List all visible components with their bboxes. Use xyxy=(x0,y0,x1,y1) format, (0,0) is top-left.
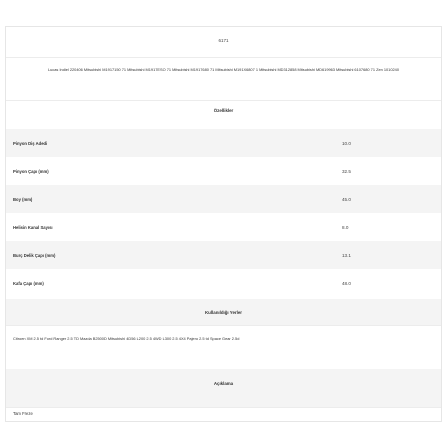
spec-value: 32.5 xyxy=(342,169,351,174)
spec-row xyxy=(6,241,441,269)
usage-title: Kullanıldığı Yerler xyxy=(204,310,242,315)
description-title: Açıklama xyxy=(213,381,234,386)
divider xyxy=(6,57,441,58)
spec-label: Boy (mm) xyxy=(13,197,33,202)
spec-label: Kafa Çapı (mm) xyxy=(13,281,44,286)
spec-row xyxy=(6,213,441,241)
spec-row xyxy=(6,269,441,297)
divider xyxy=(6,407,441,408)
spec-value: 13.1 xyxy=(342,253,351,258)
description-header-row xyxy=(6,369,441,407)
description-text: Tam Freze xyxy=(13,411,33,416)
usage-header-row xyxy=(6,299,441,325)
spec-label: Pinyon Çapı (mm) xyxy=(13,169,49,174)
spec-value: 45.0 xyxy=(342,197,351,202)
spec-label: Pinyon Diş Adedi xyxy=(13,141,48,146)
spec-row xyxy=(6,185,441,213)
specs-header-row xyxy=(6,101,441,119)
spec-row xyxy=(6,129,441,157)
specs-title: Özellikler xyxy=(213,108,234,113)
spec-label: Burç Delik Çapı (mm) xyxy=(13,253,56,258)
spec-table-frame xyxy=(5,26,442,422)
product-code: 6171 xyxy=(218,38,229,43)
spec-value: 8.0 xyxy=(342,225,349,230)
spec-value: 10.0 xyxy=(342,141,351,146)
usage-text: Citroen XM 2.5 td Ford Ranger 2.5 TD Mazda B2500D Mitsubishi 4D56 L200 2.5 4WD L300 2.5 4X4 Pajero 2.5 td Space Gear 2.5d xyxy=(13,336,240,341)
spec-value: 48.0 xyxy=(342,281,351,286)
spec-row xyxy=(6,157,441,185)
spec-label: Helisin Kanal Sayısı xyxy=(13,225,53,230)
divider xyxy=(6,325,441,326)
oem-numbers: Lucas Indiel 220406 Mitsubishi M1917150 71 Mitsubishi M1917ESO 71 Mitsubishi M1917680 71 Mitsubishi M191X6807 1 Mitsubishi MD312858 Mitsubishi MD619963 Mitsubishi 6107680 71 Zen 1010240 xyxy=(47,67,399,72)
